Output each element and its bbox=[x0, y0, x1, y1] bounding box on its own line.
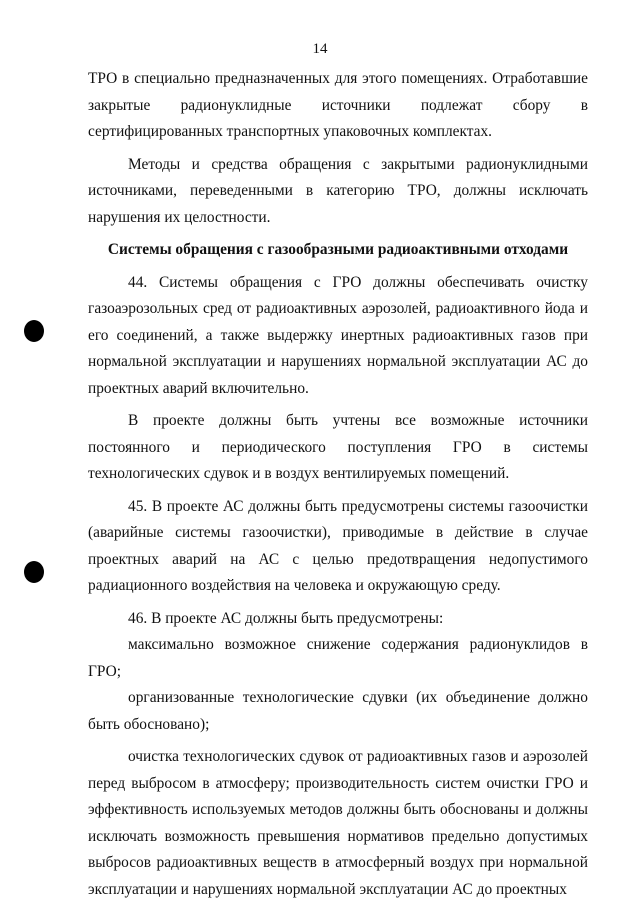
paragraph: Методы и средства обращения с закрытыми радионуклидными источниками, переведенными в категорию ТРО, должны исключать нарушения их целостности. bbox=[88, 155, 588, 226]
paragraph: 44. Системы обращения с ГРО должны обеспечивать очистку газоаэрозольных сред от радиоактивных аэрозолей, радиоактивного йода и его соединений, а также выдержку инертных радиоактивных газов при нормальной эксплуатации и нарушениях нормальной эксплуатации АС до проектных аварий включительно. bbox=[88, 273, 588, 397]
paragraph: ТРО в специально предназначенных для этого помещениях. Отработавшие закрытые радионуклидные источники подлежат сбору в сертифицированных транспортных упаковочных комплектах. bbox=[88, 70, 588, 140]
page-body bbox=[88, 66, 588, 903]
paragraph: В проекте должны быть учтены все возможные источники постоянного и периодического поступления ГРО в системы технологических сдувок и в воздух вентилируемых помещений. bbox=[88, 412, 588, 482]
list-item: организованные технологические сдувки (их объединение должно быть обосновано); bbox=[88, 689, 588, 733]
paragraph: 46. В проекте АС должны быть предусмотрены: bbox=[128, 609, 444, 627]
list-item: очистка технологических сдувок от радиоактивных газов и аэрозолей перед выбросом в атмосферу; производительность систем очистки ГРО и эффективность используемых методов должны быть обоснованы и должны исключать возможность превышения нормативов предельно допустимых выбросов радиоактивных веществ в атмосферный воздух при нормальной эксплуатации и нарушениях нормальной эксплуатации АС до проектных bbox=[88, 748, 588, 898]
punch-hole-mark bbox=[24, 320, 44, 342]
section-heading: Системы обращения с газообразными радиоактивными отходами bbox=[107, 241, 569, 258]
page-number: 14 bbox=[312, 41, 328, 57]
paragraph: 45. В проекте АС должны быть предусмотрены системы газоочистки (аварийные системы газоочистки), приводимые в действие в случае проектных аварий на АС с целью предотвращения недопустимого радиационного воздействия на человека и окружающую среду. bbox=[88, 497, 588, 594]
list-item: максимально возможное снижение содержания радионуклидов в ГРО; bbox=[88, 636, 588, 680]
punch-hole-mark bbox=[24, 561, 44, 583]
